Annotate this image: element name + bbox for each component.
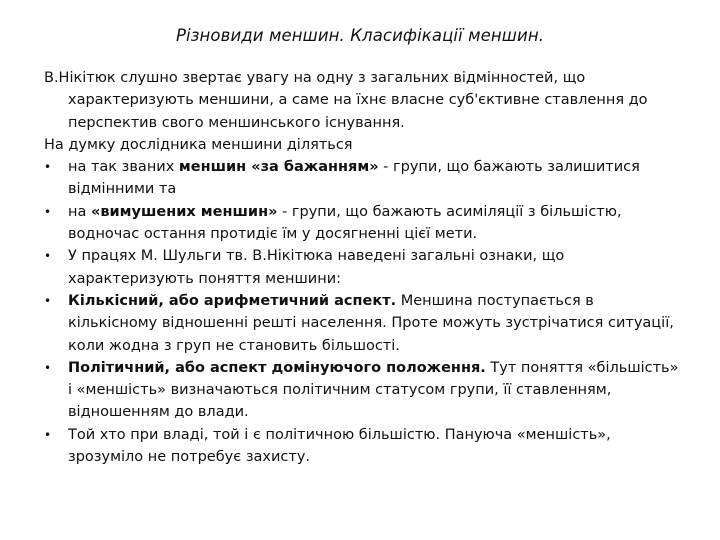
bullet-item	[44, 290, 684, 357]
bullet-text-pre: У працях М. Шульги тв. В.Нікітюка наведені загальні ознаки, що характеризують поняття меншини:	[68, 248, 565, 287]
bullet-item	[44, 156, 684, 201]
bullet-marker: •	[44, 293, 52, 308]
intro-paragraph: В.Нікітюк слушно звертає увагу на одну з загальних відмінностей, що характеризують меншини, а саме на їхнє власне суб'єктивне ставлення до перспектив свого меншинського існування.	[44, 70, 648, 131]
bullet-marker: •	[44, 204, 52, 219]
bullet-text-pre: на так званих	[68, 159, 179, 176]
lead-paragraph: На думку дослідника меншини діляться	[44, 136, 353, 153]
slide-body	[44, 67, 684, 468]
bullet-text-bold: Політичний, або аспект домінуючого положення.	[68, 359, 486, 376]
bullet-text-post: Тут поняття «більшість» і «меншість» визначаються політичним статусом групи, її ставленням, відношенням до влади.	[68, 359, 679, 421]
bullet-text-post: - групи, що бажають залишитися відмінними та	[68, 159, 640, 198]
bullet-text-bold: меншин «за бажанням»	[178, 159, 379, 176]
bullet-marker: •	[44, 427, 52, 442]
bullet-text-post: Меншина поступається в кількісному відношенні решті населення. Проте можуть зустрічатися ситуації, коли жодна з груп не становить більшості.	[68, 292, 674, 354]
bullet-marker: •	[44, 160, 52, 175]
slide-title: Різновиди меншин. Класифікації меншин.	[175, 26, 545, 45]
bullet-text-bold: «вимушених меншин»	[90, 203, 278, 220]
bullet-item	[44, 245, 684, 290]
bullet-text-bold: Кількісний, або арифметичний аспект.	[68, 292, 397, 309]
bullet-marker: •	[44, 360, 52, 375]
bullet-text-post: - групи, що бажають асиміляції з більшістю, водночас остання протидіє їм у досягненні цієї мети.	[68, 203, 622, 243]
bullet-item	[44, 357, 684, 424]
bullet-item	[44, 201, 684, 246]
bullet-marker: •	[44, 249, 52, 264]
bullet-text-pre: на	[68, 203, 91, 220]
bullet-text-pre: Той хто при владі, той і є політичною більшістю. Пануюча «меншість», зрозуміло не потребує захисту.	[68, 426, 611, 466]
bullet-item	[44, 424, 684, 469]
